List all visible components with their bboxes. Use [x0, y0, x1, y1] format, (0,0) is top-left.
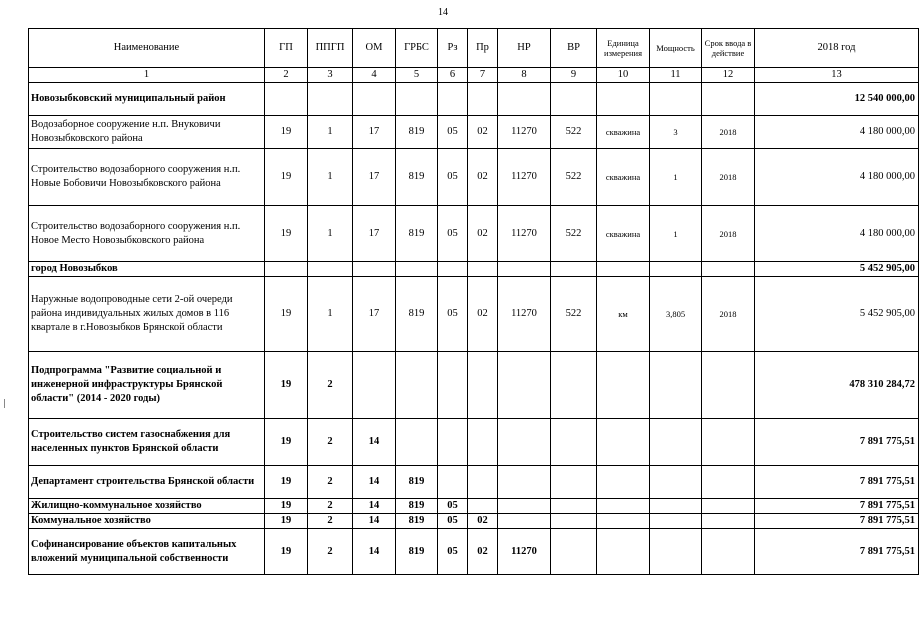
grbs-code: 819 [396, 206, 438, 262]
column-number: 11 [650, 68, 702, 83]
grbs-code [396, 352, 438, 419]
pr-code: 02 [468, 206, 498, 262]
table-row [29, 116, 919, 149]
rz-code: 05 [438, 514, 468, 529]
nr-code: 11270 [498, 206, 551, 262]
header-cell: Наименование [29, 29, 265, 68]
nr-code: 11270 [498, 277, 551, 352]
ppgp-code [308, 262, 353, 277]
header-cell: 2018 год [755, 29, 919, 68]
rz-code: 05 [438, 277, 468, 352]
pr-code: 02 [468, 529, 498, 575]
amount-2018: 5 452 905,00 [755, 277, 919, 352]
om-code: 14 [353, 466, 396, 499]
pr-code [468, 83, 498, 116]
nr-code: 11270 [498, 529, 551, 575]
capacity-value: 1 [650, 149, 702, 206]
item-name: Строительство систем газоснабжения для населенных пунктов Брянской области [29, 419, 265, 466]
column-number: 3 [308, 68, 353, 83]
capacity-value [650, 262, 702, 277]
unit-of-measure [597, 262, 650, 277]
vr-code: 522 [551, 277, 597, 352]
vr-code [551, 499, 597, 514]
rz-code [438, 466, 468, 499]
rz-code: 05 [438, 116, 468, 149]
vr-code: 522 [551, 206, 597, 262]
pr-code: 02 [468, 514, 498, 529]
ppgp-code: 1 [308, 116, 353, 149]
capacity-value: 1 [650, 206, 702, 262]
column-number: 6 [438, 68, 468, 83]
item-name: Строительство водозаборного сооружения н.п. Новое Место Новозыбковского района [29, 206, 265, 262]
grbs-code [396, 262, 438, 277]
item-name: Новозыбковский муниципальный район [29, 83, 265, 116]
gp-code: 19 [265, 514, 308, 529]
om-code [353, 352, 396, 419]
unit-of-measure: скважина [597, 116, 650, 149]
column-number: 1 [29, 68, 265, 83]
om-code: 14 [353, 419, 396, 466]
rz-code [438, 352, 468, 419]
capacity-value [650, 83, 702, 116]
unit-of-measure [597, 83, 650, 116]
unit-of-measure [597, 352, 650, 419]
unit-of-measure [597, 514, 650, 529]
table-row [29, 277, 919, 352]
item-name: Строительство водозаборного сооружения н.п. Новые Бобовичи Новозыбковского района [29, 149, 265, 206]
gp-code [265, 262, 308, 277]
item-name: Наружные водопроводные сети 2-ой очереди района индивидуальных жилых домов в 116 квартале в г.Новозыбков Брянской области [29, 277, 265, 352]
header-cell: ГРБС [396, 29, 438, 68]
grbs-code: 819 [396, 529, 438, 575]
gp-code: 19 [265, 277, 308, 352]
nr-code [498, 419, 551, 466]
om-code: 14 [353, 529, 396, 575]
nr-code [498, 466, 551, 499]
vr-code [551, 83, 597, 116]
ppgp-code: 2 [308, 466, 353, 499]
amount-2018: 4 180 000,00 [755, 149, 919, 206]
grbs-code [396, 83, 438, 116]
rz-code [438, 419, 468, 466]
grbs-code: 819 [396, 466, 438, 499]
unit-of-measure [597, 529, 650, 575]
item-name: Жилищно-коммунальное хозяйство [29, 499, 265, 514]
amount-2018: 7 891 775,51 [755, 529, 919, 575]
nr-code: 11270 [498, 116, 551, 149]
ppgp-code: 1 [308, 149, 353, 206]
amount-2018: 7 891 775,51 [755, 466, 919, 499]
unit-of-measure [597, 419, 650, 466]
vr-code: 522 [551, 149, 597, 206]
commission-year: 2018 [702, 206, 755, 262]
unit-of-measure [597, 499, 650, 514]
item-name: Софинансирование объектов капитальных вложений муниципальной собственности [29, 529, 265, 575]
amount-2018: 478 310 284,72 [755, 352, 919, 419]
pr-code [468, 466, 498, 499]
nr-code [498, 352, 551, 419]
pr-code [468, 352, 498, 419]
table-row [29, 149, 919, 206]
amount-2018: 12 540 000,00 [755, 83, 919, 116]
grbs-code: 819 [396, 499, 438, 514]
table-body [29, 83, 919, 575]
table-row [29, 529, 919, 575]
rz-code: 05 [438, 529, 468, 575]
item-name: Департамент строительства Брянской области [29, 466, 265, 499]
nr-code [498, 262, 551, 277]
column-number: 2 [265, 68, 308, 83]
unit-of-measure: км [597, 277, 650, 352]
vr-code [551, 529, 597, 575]
page-number: 14 [438, 7, 448, 18]
item-name: Водозаборное сооружение н.п. Внуковичи Новозыбковского района [29, 116, 265, 149]
gp-code: 19 [265, 499, 308, 514]
header-cell: Срок ввода в действие [702, 29, 755, 68]
pr-code: 02 [468, 277, 498, 352]
vr-code [551, 514, 597, 529]
gp-code: 19 [265, 419, 308, 466]
amount-2018: 7 891 775,51 [755, 514, 919, 529]
gp-code: 19 [265, 116, 308, 149]
capacity-value [650, 419, 702, 466]
header-cell: Мощность [650, 29, 702, 68]
header-cell: ГП [265, 29, 308, 68]
table-row [29, 206, 919, 262]
commission-year [702, 419, 755, 466]
gp-code: 19 [265, 149, 308, 206]
om-code: 14 [353, 514, 396, 529]
grbs-code: 819 [396, 149, 438, 206]
rz-code [438, 83, 468, 116]
ppgp-code: 2 [308, 514, 353, 529]
unit-of-measure: скважина [597, 149, 650, 206]
column-number: 12 [702, 68, 755, 83]
om-code [353, 262, 396, 277]
item-name: Коммунальное хозяйство [29, 514, 265, 529]
vr-code: 522 [551, 116, 597, 149]
commission-year [702, 352, 755, 419]
rz-code: 05 [438, 206, 468, 262]
commission-year: 2018 [702, 116, 755, 149]
vr-code [551, 466, 597, 499]
table-row [29, 466, 919, 499]
table-row [29, 499, 919, 514]
unit-of-measure [597, 466, 650, 499]
grbs-code [396, 419, 438, 466]
commission-year: 2018 [702, 277, 755, 352]
commission-year [702, 83, 755, 116]
commission-year [702, 262, 755, 277]
pr-code [468, 262, 498, 277]
pr-code: 02 [468, 149, 498, 206]
gp-code [265, 83, 308, 116]
gp-code: 19 [265, 206, 308, 262]
column-number-row [29, 68, 919, 83]
commission-year [702, 466, 755, 499]
capacity-value [650, 499, 702, 514]
commission-year: 2018 [702, 149, 755, 206]
om-code: 17 [353, 149, 396, 206]
column-number: 10 [597, 68, 650, 83]
header-cell: ВР [551, 29, 597, 68]
amount-2018: 5 452 905,00 [755, 262, 919, 277]
budget-table [28, 28, 919, 575]
pr-code [468, 499, 498, 514]
capacity-value [650, 352, 702, 419]
om-code: 17 [353, 206, 396, 262]
header-row [29, 29, 919, 68]
column-number: 7 [468, 68, 498, 83]
gp-code: 19 [265, 529, 308, 575]
header-cell: НР [498, 29, 551, 68]
capacity-value: 3,805 [650, 277, 702, 352]
om-code: 14 [353, 499, 396, 514]
vr-code [551, 419, 597, 466]
gp-code: 19 [265, 466, 308, 499]
ppgp-code [308, 83, 353, 116]
grbs-code: 819 [396, 116, 438, 149]
om-code [353, 83, 396, 116]
unit-of-measure: скважина [597, 206, 650, 262]
table-row [29, 262, 919, 277]
column-number: 8 [498, 68, 551, 83]
column-number: 13 [755, 68, 919, 83]
scan-mark [4, 399, 5, 408]
column-number: 5 [396, 68, 438, 83]
ppgp-code: 2 [308, 499, 353, 514]
header-cell: Рз [438, 29, 468, 68]
item-name: город Новозыбков [29, 262, 265, 277]
commission-year [702, 529, 755, 575]
header-cell: Пр [468, 29, 498, 68]
header-cell: ОМ [353, 29, 396, 68]
ppgp-code: 2 [308, 529, 353, 575]
item-name: Подпрограмма "Развитие социальной и инженерной инфраструктуры Брянской области" (2014 - 2020 годы) [29, 352, 265, 419]
om-code: 17 [353, 277, 396, 352]
vr-code [551, 352, 597, 419]
amount-2018: 4 180 000,00 [755, 116, 919, 149]
column-number: 4 [353, 68, 396, 83]
pr-code: 02 [468, 116, 498, 149]
capacity-value [650, 514, 702, 529]
rz-code: 05 [438, 499, 468, 514]
table-row [29, 514, 919, 529]
ppgp-code: 1 [308, 277, 353, 352]
nr-code: 11270 [498, 149, 551, 206]
column-number: 9 [551, 68, 597, 83]
vr-code [551, 262, 597, 277]
commission-year [702, 499, 755, 514]
rz-code: 05 [438, 149, 468, 206]
pr-code [468, 419, 498, 466]
nr-code [498, 83, 551, 116]
capacity-value [650, 529, 702, 575]
commission-year [702, 514, 755, 529]
rz-code [438, 262, 468, 277]
amount-2018: 7 891 775,51 [755, 499, 919, 514]
ppgp-code: 1 [308, 206, 353, 262]
nr-code [498, 499, 551, 514]
gp-code: 19 [265, 352, 308, 419]
header-cell: ППГП [308, 29, 353, 68]
amount-2018: 4 180 000,00 [755, 206, 919, 262]
table-row [29, 419, 919, 466]
nr-code [498, 514, 551, 529]
grbs-code: 819 [396, 277, 438, 352]
table-row [29, 83, 919, 116]
ppgp-code: 2 [308, 352, 353, 419]
capacity-value: 3 [650, 116, 702, 149]
grbs-code: 819 [396, 514, 438, 529]
ppgp-code: 2 [308, 419, 353, 466]
om-code: 17 [353, 116, 396, 149]
capacity-value [650, 466, 702, 499]
header-cell: Единица измерения [597, 29, 650, 68]
amount-2018: 7 891 775,51 [755, 419, 919, 466]
table-row [29, 352, 919, 419]
